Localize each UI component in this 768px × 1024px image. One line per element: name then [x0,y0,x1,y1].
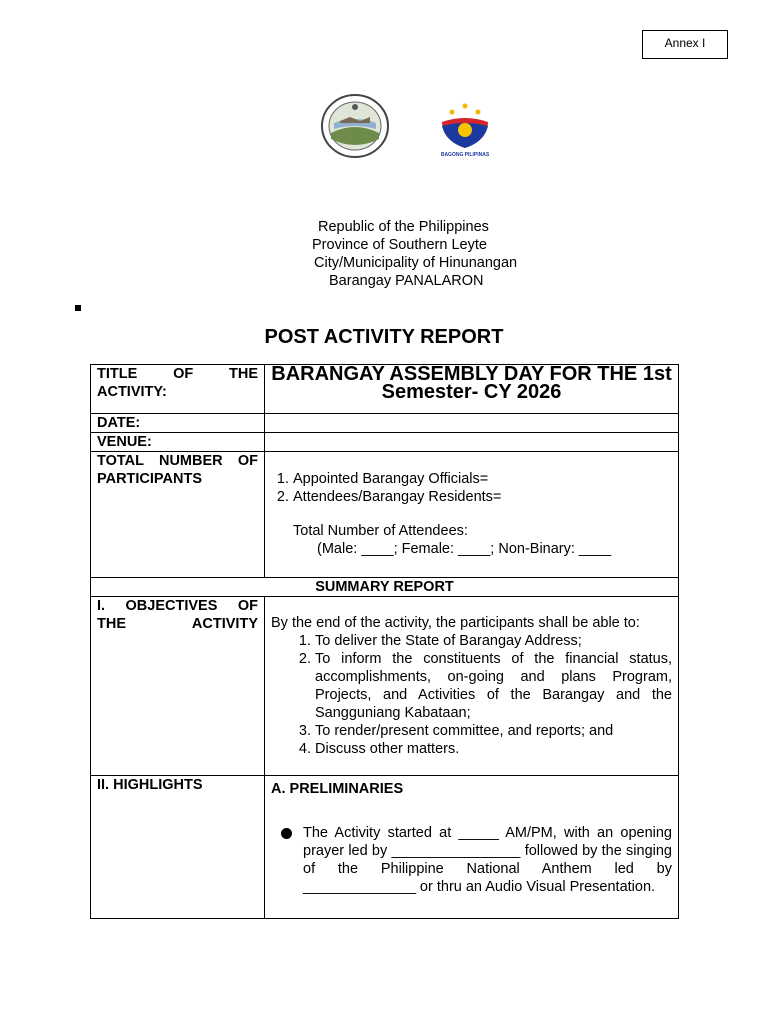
venue-value[interactable] [265,433,679,452]
objectives-label: I. OBJECTIVES OF THE ACTIVITY [91,597,265,776]
objectives-cell [265,597,679,776]
highlights-cell [265,776,679,919]
objectives-list [271,632,672,758]
report-form-table [90,364,679,919]
header-barangay: Barangay PANALARON [329,273,484,289]
objective-item: 4. Discuss other matters. [315,740,672,758]
participants-cell [265,452,679,578]
activity-title-value: BARANGAY ASSEMBLY DAY FOR THE 1st Semester- CY 2026 [265,365,679,414]
objectives-intro: By the end of the activity, the participants shall be able to: [271,615,640,631]
preliminaries-list [271,824,672,896]
square-bullet [75,305,81,311]
total-attendees: Total Number of Attendees: [293,523,468,539]
participants-item: 2. Attendees/Barangay Residents= [293,488,672,506]
date-label: DATE: [91,414,265,433]
title-label: TITLE OF THE ACTIVITY: [91,365,265,414]
summary-report-header: SUMMARY REPORT [91,578,679,597]
preliminaries-item: The Activity started at _____ AM/PM, with an opening prayer led by ________________ followed by the singing of the Philippine National Anthem led by ______________ or thru an Audio Visual Presentation. [271,824,672,896]
header-republic: Republic of the Philippines [318,219,489,235]
date-value[interactable] [265,414,679,433]
objective-item: 2. To inform the constituents of the financial status, accomplishments, on-going and plans Program, Projects, and Activities of the Barangay and the Sangguniang Kabataan; [315,650,672,722]
header-municipality: City/Municipality of Hinunangan [314,255,518,271]
gender-breakdown: (Male: ____; Female: ____; Non-Binary: ____ [317,541,612,557]
bagong-pilipinas-text: BAGONG PILIPINAS [440,152,490,158]
participants-label: TOTAL NUMBER OF PARTICIPANTS [91,452,265,578]
header-province: Province of Southern Leyte [312,237,487,253]
venue-label: VENUE: [91,433,265,452]
report-title: POST ACTIVITY REPORT [264,326,504,348]
annex-label: Annex I [642,30,728,59]
objective-item: 1. To deliver the State of Barangay Address; [315,632,672,650]
barangay-seal-logo [320,93,390,159]
preliminaries-label: A. PRELIMINARIES [271,781,404,797]
highlights-label: II. HIGHLIGHTS [91,776,265,919]
objective-item: 3. To render/present committee, and reports; and [315,722,672,740]
participants-item: 1. Appointed Barangay Officials= [293,470,672,488]
participants-list [271,470,672,506]
bagong-pilipinas-logo [434,100,496,158]
